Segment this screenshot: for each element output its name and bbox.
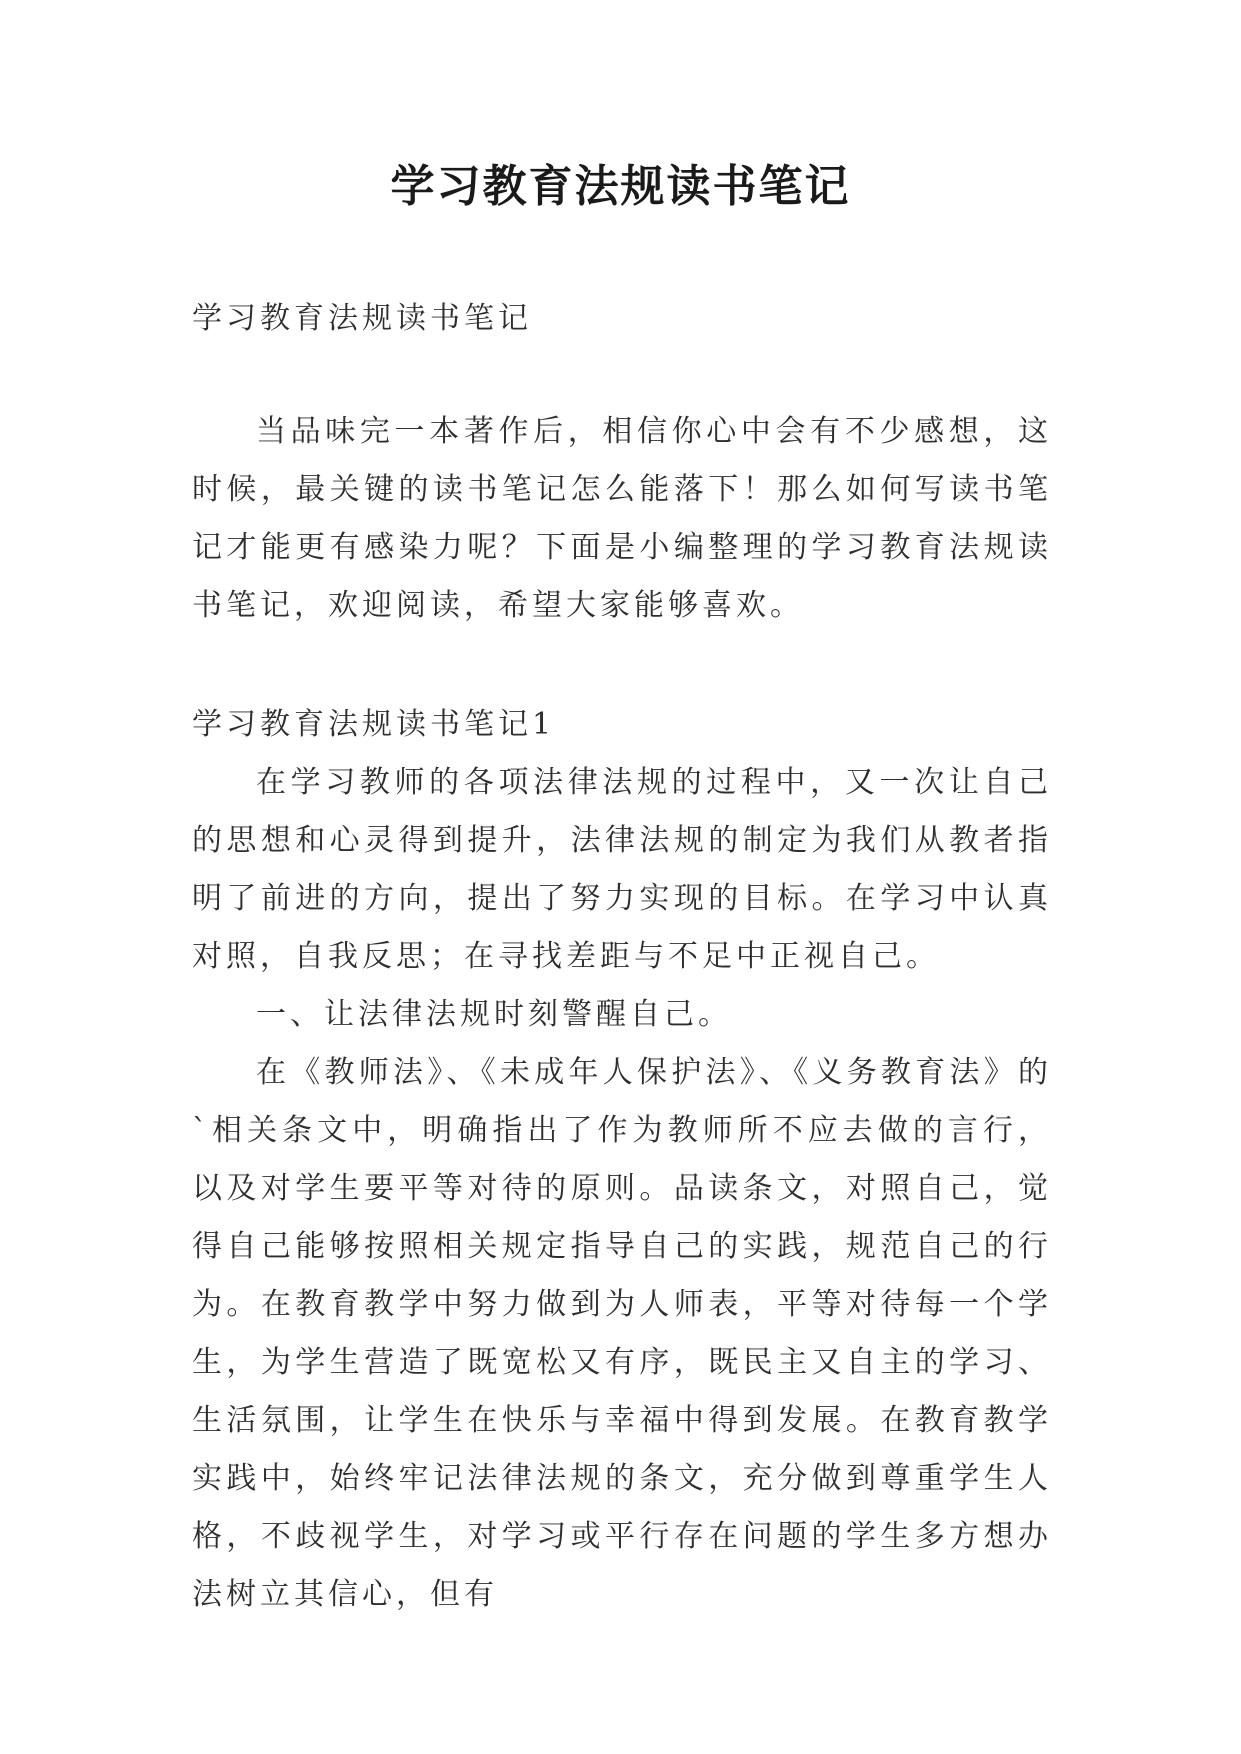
point-heading-1: 一、让法律法规时刻警醒自己。 — [256, 997, 732, 1032]
body-paragraph-2: 在《教师法》、《未成年人保护法》、《义务教育法》的`相关条文中，明确指出了作为教师所不应去做的言行，以及对学生要平等对待的原则。品读条文，对照自己，觉得自己能够按照相关规定指导自己的实践，规范自己的行为。在教育教学中努力做到为人师表，平等对待每一个学生，为学生营造了既宽松又有序，既民主又自主的学习、生活氛围，让学生在快乐与幸福中得到发展。在教育教学实践中，始终牢记法律法规的条文，充分做到尊重学生人格，不歧视学生，对学习或平行存在问题的学生多方想办法树立其信心，但有 — [192, 1055, 1052, 1612]
body-paragraph-1: 在学习教师的各项法律法规的过程中，又一次让自己的思想和心灵得到提升，法律法规的制定为我们从教者指明了前进的方向，提出了努力实现的目标。在学习中认真对照，自我反思；在寻找差距与不足中正视自己。 — [192, 765, 1052, 974]
document-subtitle: 学习教育法规读书笔记 — [192, 301, 532, 336]
section-heading: 学习教育法规读书笔记1 — [192, 707, 556, 742]
intro-paragraph: 当品味完一本著作后，相信你心中会有不少感想，这时候，最关键的读书笔记怎么能落下！那么如何写读书笔记才能更有感染力呢？下面是小编整理的学习教育法规读书笔记，欢迎阅读，希望大家能够喜欢。 — [192, 414, 1052, 623]
document-title: 学习教育法规读书笔记 — [390, 161, 851, 212]
